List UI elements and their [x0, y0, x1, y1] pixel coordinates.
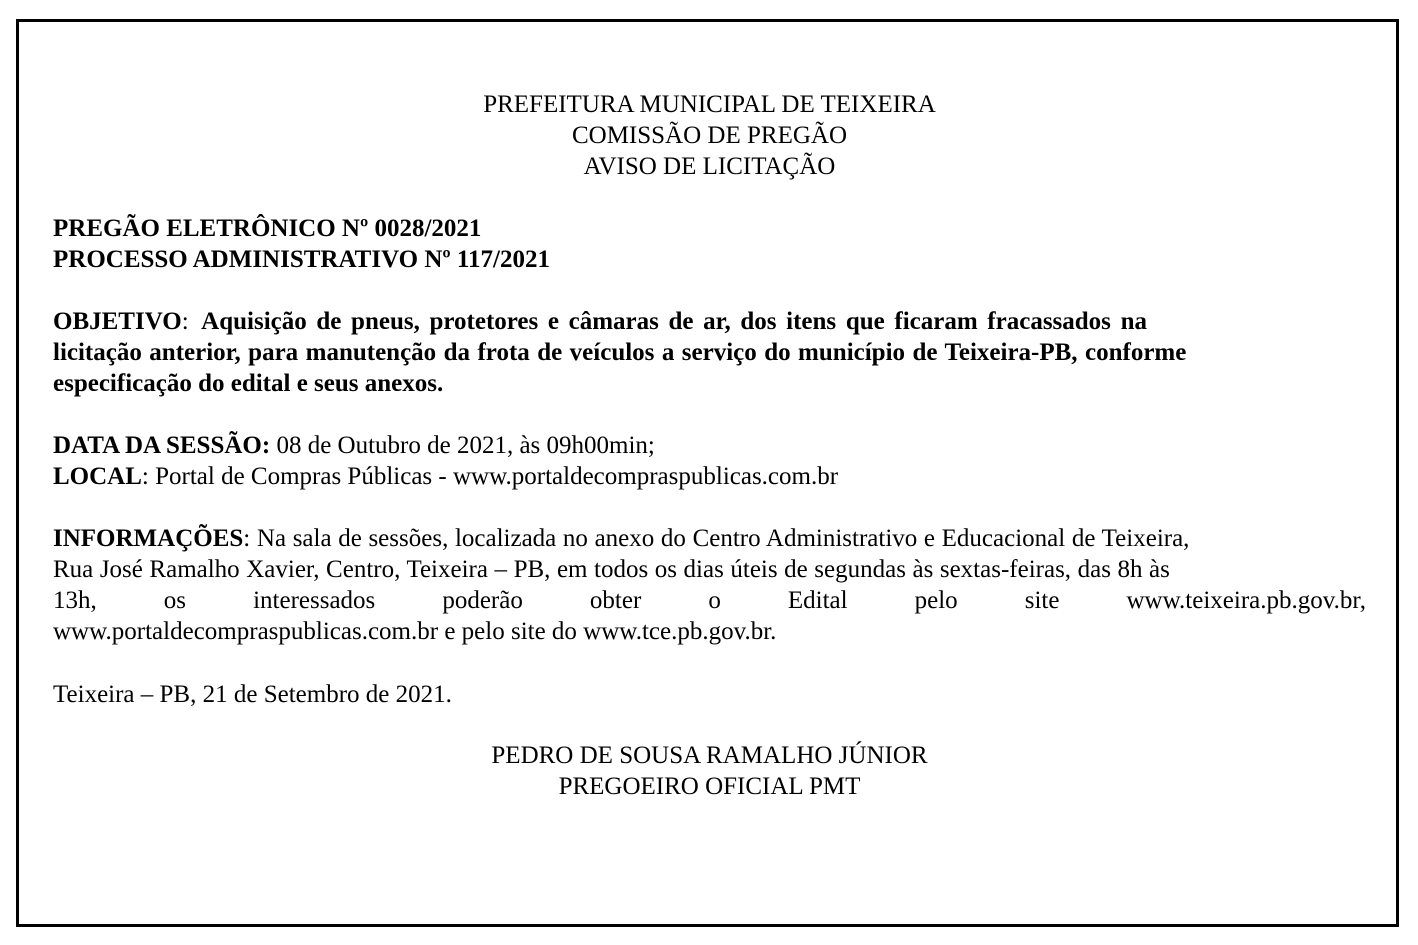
informacoes-line4: www.portaldecompraspublicas.com.br e pelo site do www.tce.pb.gov.br.: [53, 618, 777, 645]
objetivo-section: [53, 306, 1366, 399]
informacoes-line1: : Na sala de sessões, localizada no anexo do Centro Administrativo e Educacional de Teixeira,: [243, 525, 1190, 552]
informacoes-line2: Rua José Ramalho Xavier, Centro, Teixeira – PB, em todos os dias úteis de segundas às sextas-feiras, das 8h às: [53, 556, 1170, 583]
info-word: obter: [589, 587, 642, 614]
local-label: LOCAL: [53, 463, 142, 490]
local-value: : Portal de Compras Públicas - www.portaldecompraspublicas.com.br: [141, 463, 839, 490]
info-word: interessados: [253, 587, 376, 614]
data-sessao: [53, 430, 1366, 461]
info-word: 13h,: [53, 587, 97, 614]
informacoes-label: INFORMAÇÕES: [53, 525, 244, 552]
info-word: poderão: [442, 587, 523, 614]
notice-header: [53, 89, 1366, 182]
header-line-prefeitura: PREFEITURA MUNICIPAL DE TEIXEIRA: [483, 91, 936, 118]
info-word: Edital: [787, 587, 848, 614]
header-line-comissao: COMISSÃO DE PREGÃO: [571, 122, 848, 149]
info-word: pelo: [914, 587, 958, 614]
processo-number: PROCESSO ADMINISTRATIVO Nº 117/2021: [53, 246, 550, 273]
info-word: os: [163, 587, 187, 614]
data-sessao-label: DATA DA SESSÃO:: [53, 432, 271, 459]
informacoes-section: [53, 523, 1366, 647]
informacoes-line3: [53, 585, 1366, 616]
objetivo-label: OBJETIVO: [53, 308, 182, 335]
signatory-role: PREGOEIRO OFICIAL PMT: [558, 773, 861, 800]
info-word: www.teixeira.pb.gov.br,: [1126, 587, 1366, 614]
pregao-number: PREGÃO ELETRÔNICO Nº 0028/2021: [53, 215, 482, 242]
local: [53, 461, 1366, 492]
signatory-name: PEDRO DE SOUSA RAMALHO JÚNIOR: [491, 742, 928, 769]
header-line-aviso: AVISO DE LICITAÇÃO: [583, 153, 836, 180]
notice-content: [53, 89, 1366, 802]
identifiers: [53, 213, 1366, 275]
data-sessao-value: 08 de Outubro de 2021, às 09h00min;: [270, 432, 655, 459]
objetivo-text-line2: licitação anterior, para manutenção da frota de veículos a serviço do município de Teixeira-PB, conforme: [53, 339, 1187, 366]
sessao-local-section: [53, 430, 1366, 492]
signature-block: [53, 740, 1366, 802]
objetivo-separator: :: [181, 308, 202, 335]
info-word: site: [1024, 587, 1060, 614]
objetivo-text-line1: Aquisição de pneus, protetores e câmaras de ar, dos itens que ficaram fracassados na: [201, 308, 1147, 335]
objetivo-text-line3: especificação do edital e seus anexos.: [53, 370, 444, 397]
info-word: o: [708, 587, 721, 614]
place-date: Teixeira – PB, 21 de Setembro de 2021.: [53, 681, 452, 708]
